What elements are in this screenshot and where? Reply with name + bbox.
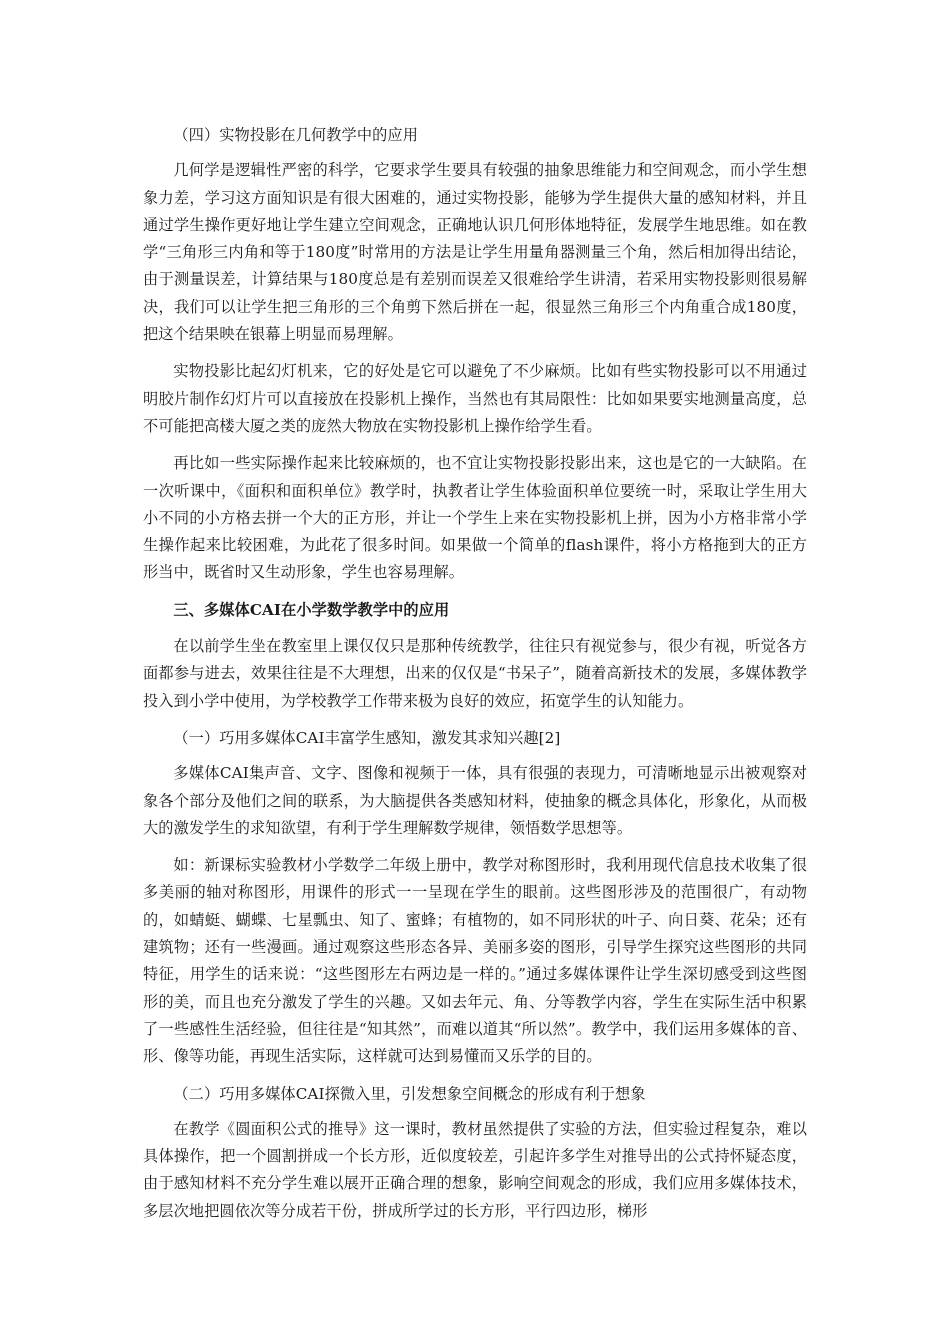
section-heading-multimedia-cai: 三、多媒体CAI在小学数学教学中的应用 [173,600,450,619]
subheading-spatial-imagination: （二）巧用多媒体CAI探微入里，引发想象空间概念的形成有利于想象 [173,1084,646,1103]
document-body [143,122,807,1235]
subheading-enrich-perception: （一）巧用多媒体CAI丰富学生感知，激发其求知兴趣[2] [173,728,561,747]
paragraph-projector-advantage: 实物投影比起幻灯机来，它的好处是它可以避免了不少麻烦。比如有些实物投影可以不用通过明胶片制作幻灯片可以直接放在投影机上操作，当然也有其局限性：比如如果要实地测量高度，总不可能把高楼大厦之类的庞然大物放在实物投影机上操作给学生看。 [143,362,807,435]
subheading-physical-projection: （四）实物投影在几何教学中的应用 [173,126,418,144]
paragraph-projector-limitation: 再比如一些实际操作起来比较麻烦的，也不宜让实物投影投影出来，这也是它的一大缺陷。在一次听课中，《面积和面积单位》教学时，执教者让学生体验面积单位要统一时，采取让学生用大小不同的小方格去拼一个大的正方形，并让一个学生上来在实物投影机上拼，因为小方格非常小学生操作起来比较困难，为此花了很多时间。如果做一个简单的flash课件，将小方格拖到大的正方形当中，既省时又生动形象，学生也容易理解。 [143,454,807,582]
paragraph-multimedia-features: 多媒体CAI集声音、文字、图像和视频于一体，具有很强的表现力，可清晰地显示出被观察对象各个部分及他们之间的联系，为大脑提供各类感知材料，使抽象的概念具体化，形象化，从而极大的激发学生的求知欲望，有利于学生理解数学规律，领悟数学思想等。 [143,764,807,837]
paragraph-symmetry-example: 如：新课标实验教材小学数学二年级上册中，教学对称图形时，我利用现代信息技术收集了很多美丽的轴对称图形，用课件的形式一一呈现在学生的眼前。这些图形涉及的范围很广，有动物的，如蜻蜓、蝴蝶、七星瓢虫、知了、蜜蜂；有植物的，如不同形状的叶子、向日葵、花朵；还有建筑物；还有一些漫画。通过观察这些形态各异、美丽多姿的图形，引导学生探究这些图形的共同特征，用学生的话来说：“这些图形左右两边是一样的。”通过多媒体课件让学生深切感受到这些图形的美，而且也充分激发了学生的兴趣。又如去年元、角、分等教学内容，学生在实际生活中积累了一些感性生活经验，但往往是“知其然”，而难以道其“所以然”。教学中，我们运用多媒体的音、形、像等功能，再现生活实际，这样就可达到易懂而又乐学的目的。 [143,856,807,1066]
paragraph-circle-area: 在教学《圆面积公式的推导》这一课时，教材虽然提供了实验的方法，但实验过程复杂，难以具体操作，把一个圆割拼成一个长方形，近似度较差，引起许多学生对推导出的公式持怀疑态度，由于感知材料不充分学生难以展开正确合理的想象，影响空间观念的形成，我们应用多媒体技术，多层次地把圆依次等分成若干份，拼成所学过的长方形，平行四边形，梯形 [143,1119,807,1220]
paragraph-traditional-teaching: 在以前学生坐在教室里上课仅仅只是那种传统教学，往往只有视觉参与，很少有视，听觉各方面都参与进去，效果往往是不大理想，出来的仅仅是“书呆子”，随着高新技术的发展，多媒体教学投入到小学中使用，为学校教学工作带来极为良好的效应，拓宽学生的认知能力。 [143,637,807,710]
paragraph-geometry: 几何学是逻辑性严密的科学，它要求学生要具有较强的抽象思维能力和空间观念，而小学生想象力差，学习这方面知识是有很大困难的，通过实物投影，能够为学生提供大量的感知材料，并且通过学生操作更好地让学生建立空间观念，正确地认识几何形体地特征，发展学生地思维。如在教学“三角形三内角和等于180度”时常用的方法是让学生用量角器测量三个角，然后相加得出结论，由于测量误差，计算结果与180度总是有差别而误差又很难给学生讲清，若采用实物投影则很易解决，我们可以让学生把三角形的三个角剪下然后拼在一起，很显然三角形三个内角重合成180度，把这个结果映在银幕上明显而易理解。 [143,161,807,344]
